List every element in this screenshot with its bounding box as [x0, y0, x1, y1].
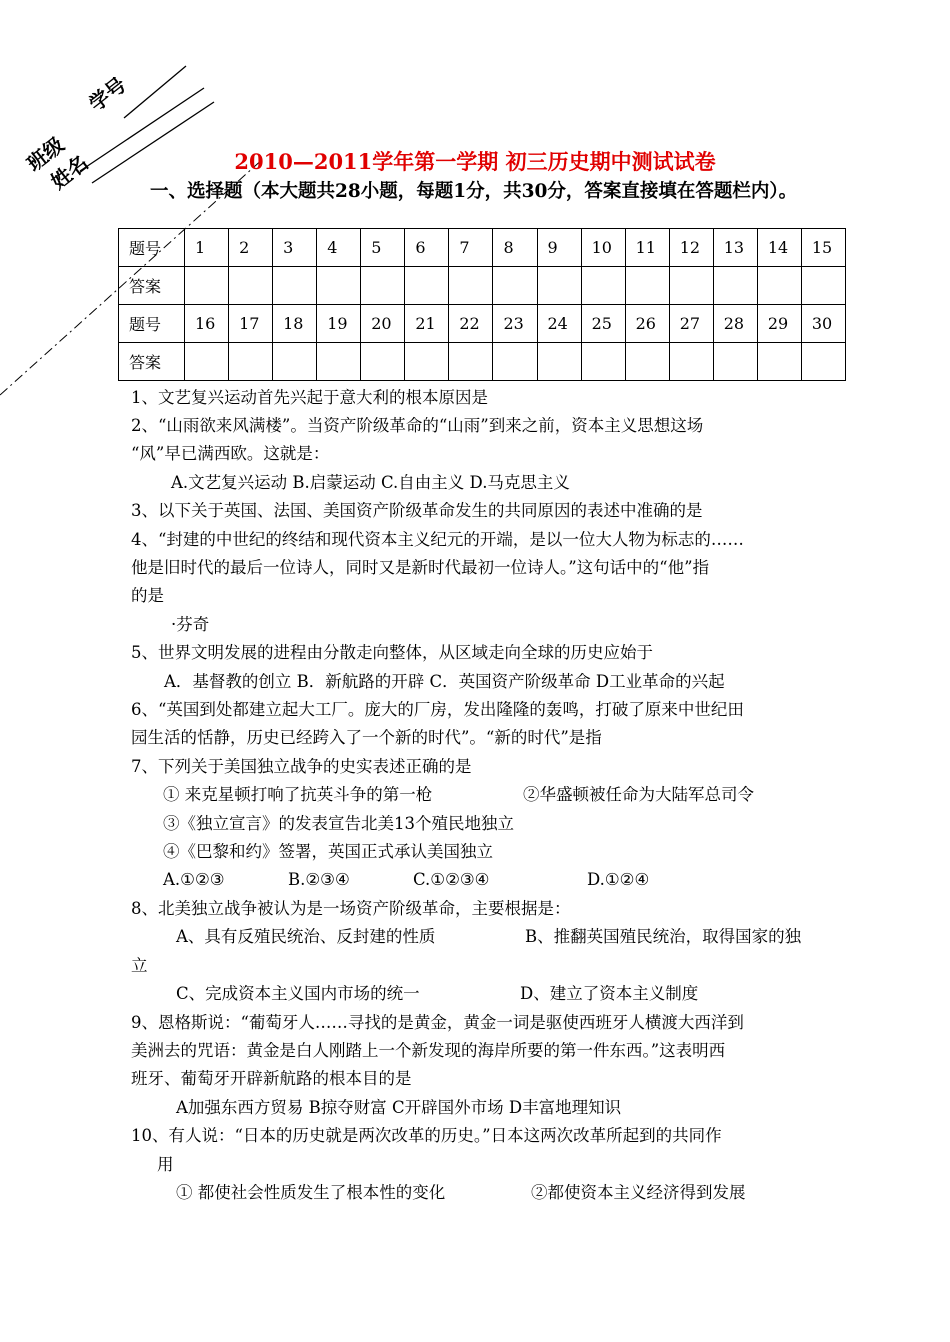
answer-cell[interactable]	[537, 343, 581, 381]
exam-title: 2010—2011学年第一学期 初三历史期中测试试卷	[234, 149, 716, 174]
question-number-cell: 18	[273, 305, 317, 343]
question-7-item2: ②华盛顿被任命为大陆军总司令	[523, 785, 754, 804]
question-7-item1: ① 来克星顿打响了抗英斗争的第一枪	[163, 785, 433, 804]
question-9-line3: 班牙、葡萄牙开辟新航路的根本目的是	[131, 1069, 412, 1088]
question-number-cell: 1	[185, 229, 229, 267]
question-3: 3、以下关于英国、法国、美国资产阶级革命发生的共同原因的表述中准确的是	[131, 501, 703, 520]
answer-cell[interactable]	[801, 343, 845, 381]
question-2-line1: 2、“山雨欲来风满楼”。当资产阶级革命的“山雨”到来之前，资本主义思想这场	[131, 416, 704, 435]
question-5-options: A．基督教的创立 B．新航路的开辟 C．英国资产阶级革命 D工业革命的兴起	[164, 672, 725, 691]
answer-cell[interactable]	[361, 267, 405, 305]
question-1: 1、文艺复兴运动首先兴起于意大利的根本原因是	[131, 388, 488, 407]
answer-cell[interactable]	[317, 267, 361, 305]
question-7-option-c: C.①②③④	[413, 870, 490, 889]
question-number-cell: 17	[229, 305, 273, 343]
question-7-option-d: D.①②④	[587, 870, 650, 889]
question-number-cell: 10	[581, 229, 625, 267]
answer-cell[interactable]	[581, 343, 625, 381]
question-7-option-a: A.①②③	[163, 870, 225, 889]
answer-cell[interactable]	[669, 267, 713, 305]
answer-cell[interactable]	[801, 267, 845, 305]
answer-cell[interactable]	[317, 343, 361, 381]
question-number-cell: 9	[537, 229, 581, 267]
answer-cell[interactable]	[669, 343, 713, 381]
question-number-cell: 16	[185, 305, 229, 343]
number-label: 学号	[84, 72, 131, 116]
question-number-cell: 4	[317, 229, 361, 267]
question-number-cell: 27	[669, 305, 713, 343]
question-2-options: A.文艺复兴运动 B.启蒙运动 C.自由主义 D.马克思主义	[171, 473, 570, 492]
question-number-cell: 8	[493, 229, 537, 267]
question-number-cell: 19	[317, 305, 361, 343]
row-label: 题号	[119, 305, 185, 343]
question-number-cell: 15	[801, 229, 845, 267]
question-number-cell: 7	[449, 229, 493, 267]
question-4-line1: 4、“封建的中世纪的终结和现代资本主义纪元的开端，是以一位大人物为标志的……	[131, 530, 744, 549]
table-row	[119, 229, 846, 267]
question-8-option-d: D、建立了资本主义制度	[520, 984, 699, 1003]
question-7: 7、下列关于美国独立战争的史实表述正确的是	[131, 757, 472, 776]
question-number-cell: 29	[757, 305, 801, 343]
question-8-option-c: C、完成资本主义国内市场的统一	[176, 984, 420, 1003]
question-8-option-b: B、推翻英国殖民统治，取得国家的独	[525, 927, 802, 946]
answer-cell[interactable]	[449, 343, 493, 381]
answer-cell[interactable]	[757, 343, 801, 381]
question-10-item2: ②都使资本主义经济得到发展	[531, 1183, 746, 1202]
question-number-cell: 23	[493, 305, 537, 343]
question-9-options: A加强东西方贸易 B掠夺财富 C开辟国外市场 D丰富地理知识	[176, 1098, 622, 1117]
answer-cell[interactable]	[581, 267, 625, 305]
row-label: 题号	[119, 229, 185, 267]
question-8: 8、北美独立战争被认为是一场资产阶级革命，主要根据是：	[131, 899, 571, 918]
answer-cell[interactable]	[229, 343, 273, 381]
question-number-cell: 6	[405, 229, 449, 267]
answer-cell[interactable]	[229, 267, 273, 305]
name-label: 姓名	[46, 150, 93, 194]
question-number-cell: 30	[801, 305, 845, 343]
question-8-option-b-cont: 立	[131, 956, 148, 975]
answer-cell[interactable]	[537, 267, 581, 305]
answer-cell[interactable]	[493, 267, 537, 305]
question-5: 5、世界文明发展的进程由分散走向整体，从区域走向全球的历史应始于	[131, 643, 653, 662]
answer-cell[interactable]	[625, 343, 669, 381]
answer-cell[interactable]	[273, 343, 317, 381]
row-label: 答案	[119, 267, 185, 305]
answer-cell[interactable]	[273, 267, 317, 305]
class-label: 班级	[22, 132, 69, 176]
question-number-cell: 2	[229, 229, 273, 267]
question-2-line2: “风”早已满西欧。这就是：	[131, 444, 330, 463]
question-number-cell: 26	[625, 305, 669, 343]
question-number-cell: 3	[273, 229, 317, 267]
question-10-line1: 10、有人说：“日本的历史就是两次改革的历史。”日本这两次改革所起到的共同作	[131, 1126, 722, 1145]
question-9-line1: 9、恩格斯说：“葡萄牙人……寻找的是黄金，黄金一词是驱使西班牙人横渡大西洋到	[131, 1013, 744, 1032]
answer-cell[interactable]	[185, 267, 229, 305]
question-4-line2: 他是旧时代的最后一位诗人，同时又是新时代最初一位诗人。”这句话中的“他”指	[131, 558, 710, 577]
table-row	[119, 305, 846, 343]
question-7-item3: ③《独立宣言》的发表宣告北美13个殖民地独立	[163, 814, 514, 833]
answer-cell[interactable]	[493, 343, 537, 381]
row-label: 答案	[119, 343, 185, 381]
table-row	[119, 267, 846, 305]
section-heading: 一、选择题（本大题共28小题，每题1分，共30分，答案直接填在答题栏内）。	[150, 181, 798, 202]
answer-cell[interactable]	[185, 343, 229, 381]
question-number-cell: 12	[669, 229, 713, 267]
answer-cell[interactable]	[449, 267, 493, 305]
question-number-cell: 13	[713, 229, 757, 267]
answer-cell[interactable]	[405, 343, 449, 381]
question-number-cell: 20	[361, 305, 405, 343]
question-7-item4: ④《巴黎和约》签署，英国正式承认美国独立	[163, 842, 493, 861]
question-6-line2: 园生活的恬静，历史已经跨入了一个新的时代”。“新的时代”是指	[131, 728, 602, 747]
question-10-line2: 用	[157, 1155, 174, 1174]
question-number-cell: 11	[625, 229, 669, 267]
answer-table	[118, 228, 846, 381]
question-number-cell: 14	[757, 229, 801, 267]
answer-cell[interactable]	[405, 267, 449, 305]
question-number-cell: 25	[581, 305, 625, 343]
question-number-cell: 24	[537, 305, 581, 343]
question-4-option: ·芬奇	[171, 615, 210, 634]
question-number-cell: 21	[405, 305, 449, 343]
question-7-option-b: B.②③④	[288, 870, 350, 889]
number-underline	[124, 66, 186, 118]
answer-cell[interactable]	[713, 343, 757, 381]
table-row	[119, 343, 846, 381]
answer-cell[interactable]	[625, 267, 669, 305]
question-8-option-a: A、具有反殖民统治、反封建的性质	[176, 927, 436, 946]
question-number-cell: 5	[361, 229, 405, 267]
question-9-line2: 美洲去的咒语：黄金是白人刚踏上一个新发现的海岸所要的第一件东西。”这表明西	[131, 1041, 726, 1060]
question-6-line1: 6、“英国到处都建立起大工厂。庞大的厂房，发出隆隆的轰鸣，打破了原来中世纪田	[131, 700, 744, 719]
question-10-item1: ① 都使社会性质发生了根本性的变化	[176, 1183, 446, 1202]
answer-cell[interactable]	[361, 343, 405, 381]
answer-cell[interactable]	[713, 267, 757, 305]
question-number-cell: 28	[713, 305, 757, 343]
question-number-cell: 22	[449, 305, 493, 343]
question-4-line3: 的是	[131, 586, 164, 605]
answer-cell[interactable]	[757, 267, 801, 305]
